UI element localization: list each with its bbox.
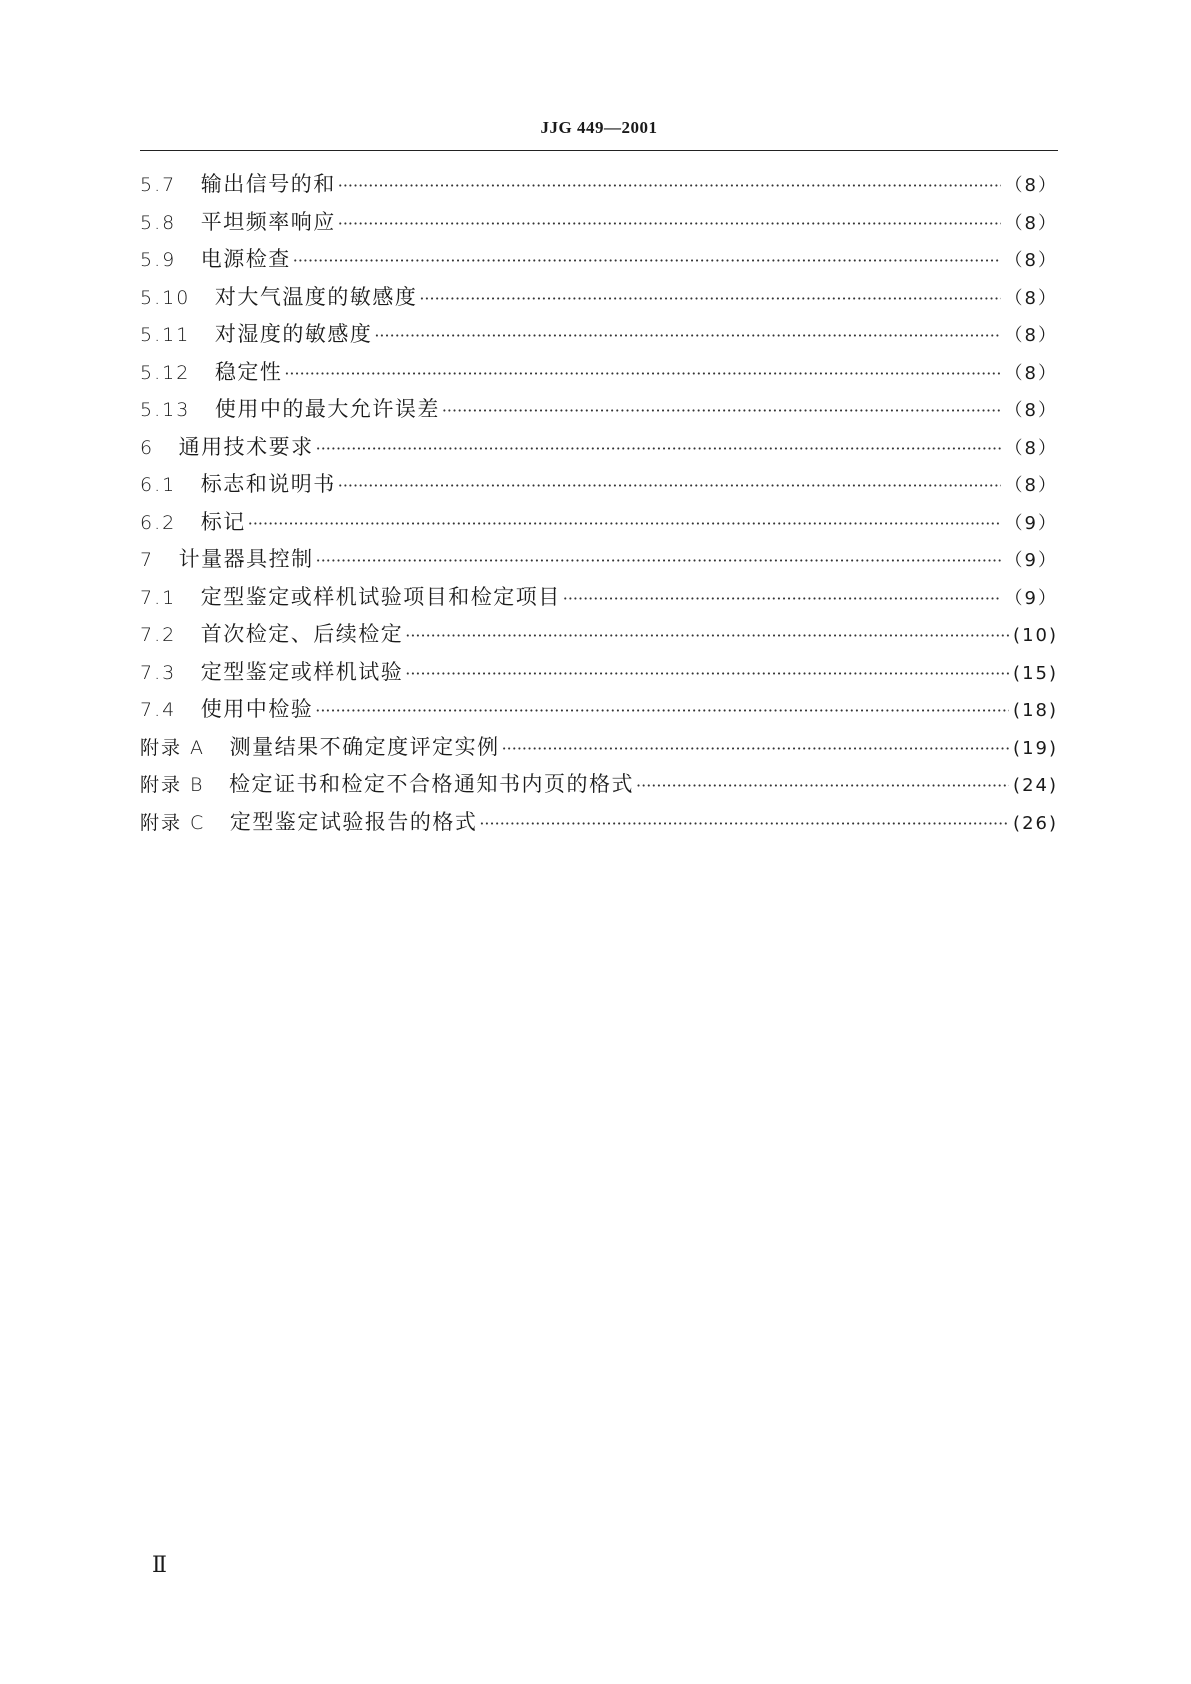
page-folio: Ⅱ [152,1552,167,1577]
toc-entry-gap [176,247,201,271]
toc-entry-page: （8） [1004,362,1058,384]
toc-entry[interactable] [140,693,1058,731]
toc-entry-page: （8） [1004,212,1058,234]
toc-entry-title: 对大气温度的敏感度 [214,284,418,309]
toc-dot-leader [293,251,1001,270]
header-rule [140,150,1058,151]
toc-dot-leader [374,326,1000,345]
toc-entry-gap [190,397,215,421]
toc-entry-title: 定型鉴定或样机试验项目和检定项目 [200,584,561,609]
toc-entry-page: （8） [1004,325,1058,346]
toc-entry-gap [154,435,179,459]
toc-entry-gap [176,472,201,496]
toc-entry-title: 通用技术要求 [178,434,314,459]
toc-entry-number: 7.1 [140,586,177,609]
toc-entry-number: 5.8 [140,211,177,234]
toc-entry[interactable] [140,206,1058,244]
toc-entry-gap [176,622,201,646]
toc-dot-leader [636,776,1009,795]
toc-entry[interactable] [140,506,1058,544]
toc-dot-leader [419,289,1000,308]
toc-entry-title: 平坦频率响应 [200,209,336,234]
toc-dot-leader [315,701,1009,720]
toc-entry-title: 标志和说明书 [200,472,336,496]
toc-entry-gap [190,285,215,309]
toc-entry-page: （8） [1004,475,1058,496]
toc-entry-number: 5.7 [140,174,177,196]
toc-entry-gap [176,660,201,684]
toc-dot-leader [563,589,1001,608]
toc-entry-gap [176,510,201,534]
toc-entry[interactable] [140,281,1058,319]
toc-entry-number: 7 [140,549,155,571]
toc-dot-leader [338,476,1001,495]
toc-entry-title: 使用中检验 [200,697,314,721]
toc-entry[interactable] [140,168,1058,206]
toc-entry-title: 检定证书和检定不合格通知书内页的格式 [229,772,635,796]
toc-entry-number: 5.12 [140,361,191,384]
toc-entry[interactable] [140,393,1058,431]
toc-entry-page: (19) [1013,737,1058,759]
toc-entry[interactable] [140,806,1058,844]
toc-entry-page: (10) [1013,625,1058,646]
toc-entry-number: 5.9 [140,249,177,271]
toc-entry-gap [176,697,201,721]
toc-entry-gap [190,360,215,384]
toc-entry-page: (26) [1013,812,1058,834]
toc-entry[interactable] [140,543,1058,581]
toc-entry[interactable] [140,768,1058,806]
toc-entry-page: (15) [1013,662,1058,684]
toc-dot-leader [284,364,1000,383]
toc-entry-number: 附录 B [140,774,205,796]
toc-entry[interactable] [140,431,1058,469]
toc-entry-title: 输出信号的和 [200,172,336,196]
toc-entry-title: 使用中的最大允许误差 [214,397,440,421]
toc-dot-leader [442,401,1001,420]
toc-entry[interactable] [140,468,1058,506]
toc-entry-gap [205,735,230,759]
toc-dot-leader [316,439,1001,458]
toc-dot-leader [248,514,1001,533]
toc-entry-number: 7.2 [140,624,177,646]
toc-entry-title: 稳定性 [214,359,283,384]
toc-entry-page: （9） [1004,587,1058,609]
table-of-contents [140,168,1058,843]
toc-entry-page: （9） [1004,512,1058,534]
toc-entry-page: （8） [1004,287,1058,309]
toc-entry-number: 6 [140,436,155,459]
toc-entry-number: 5.13 [140,399,191,421]
toc-entry-number: 6.2 [140,511,177,534]
toc-entry-page: (24) [1013,775,1058,796]
toc-entry[interactable] [140,731,1058,769]
toc-entry-gap [176,210,201,234]
toc-dot-leader [316,551,1001,570]
toc-entry-page: （8） [1004,437,1058,459]
toc-dot-leader [479,814,1009,833]
toc-entry-gap [176,172,201,196]
toc-entry[interactable] [140,356,1058,394]
toc-entry-page: （8） [1004,250,1058,271]
toc-dot-leader [405,626,1009,645]
toc-entry-title: 定型鉴定试验报告的格式 [229,809,478,834]
toc-entry-gap [176,585,201,609]
toc-entry[interactable] [140,618,1058,656]
toc-entry-number: 附录 C [140,811,206,834]
toc-dot-leader [338,214,1001,233]
toc-entry-title: 标记 [200,509,246,534]
toc-entry-number: 6.1 [140,474,177,496]
toc-entry[interactable] [140,243,1058,281]
toc-dot-leader [405,664,1009,683]
toc-entry-title: 对湿度的敏感度 [214,322,373,346]
toc-entry-page: （8） [1004,175,1058,196]
running-header: JJG 449—2001 [540,118,658,137]
toc-entry-gap [154,547,179,571]
toc-entry-number: 7.4 [140,699,177,721]
toc-entry-number: 7.3 [140,661,177,684]
toc-entry-page: (18) [1013,700,1058,721]
toc-entry-title: 计量器具控制 [178,547,314,571]
toc-entry-page: （8） [1004,400,1058,421]
toc-entry-gap [204,772,229,796]
toc-entry[interactable] [140,318,1058,356]
toc-dot-leader [338,176,1001,195]
toc-entry[interactable] [140,656,1058,694]
toc-entry-number: 附录 A [140,736,206,759]
toc-entry-gap [190,322,215,346]
toc-entry-number: 5.11 [140,324,191,346]
toc-entry-page: （9） [1004,550,1058,571]
toc-entry-number: 5.10 [140,286,191,309]
toc-dot-leader [502,739,1009,758]
toc-entry-title: 测量结果不确定度评定实例 [229,734,500,759]
toc-entry-title: 定型鉴定或样机试验 [200,659,404,684]
toc-entry-title: 电源检查 [200,247,291,271]
toc-entry-gap [205,810,230,834]
toc-entry[interactable] [140,581,1058,619]
toc-entry-title: 首次检定、后续检定 [200,622,404,646]
